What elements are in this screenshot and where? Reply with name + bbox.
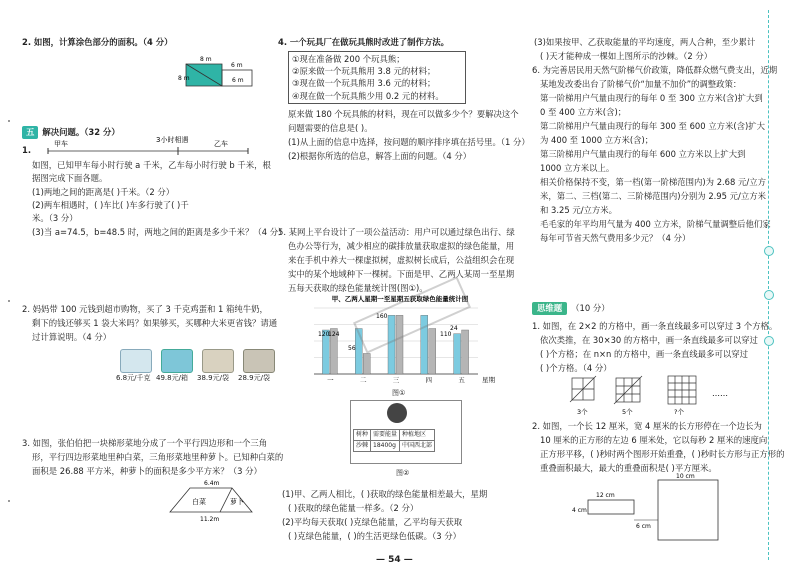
p3-line2: 形，平行四边形菜地里种白菜，三角形菜地里种萝卜。已知种白菜的: [32, 452, 284, 462]
data-label: 124: [328, 331, 340, 338]
q2-text: 2. 如图，计算涂色部分的面积。（4 分）: [22, 37, 173, 47]
p2-line3: 过计算说明。（4 分）: [32, 332, 112, 342]
gap-label: 6 cm: [636, 523, 651, 530]
data-label: 56: [348, 345, 356, 352]
p5-line4: 实中的某个地域种下一棵树。下面是甲、乙两人某周一至星期: [288, 269, 515, 279]
data-label: 120: [318, 331, 330, 338]
data-label: 160: [376, 313, 388, 320]
translation-figure: [568, 472, 758, 552]
price-rice-a: 38.9元/袋: [197, 374, 229, 382]
square-shape: [658, 480, 718, 540]
margin-dot: [8, 300, 10, 302]
cell: 树种: [354, 430, 371, 441]
p6-line9: 相关价格保持不变，第一档(第一阶梯范围内)为 2.68 元/立方: [540, 177, 766, 187]
cabbage-label: 白菜: [192, 498, 206, 506]
p5-q3: (2)平均每天获取( )克绿色能量，乙平均每天获取: [282, 517, 463, 527]
tree-info-panel: [350, 400, 462, 464]
column-middle: [278, 0, 530, 572]
p6-line8: 1000 立方米以上。: [540, 163, 615, 173]
bonus-q2-line3: 正方形平移，( )秒时两个图形开始重叠，( )秒时长方形与正方形的: [540, 449, 785, 459]
data-label: 24: [450, 325, 458, 332]
p6-line3: 第一阶梯用户气量由现行的每年 0 至 300 立方米(含)扩大到: [540, 93, 763, 103]
fig1-caption: 图①: [392, 389, 406, 397]
binding-dot: [764, 246, 774, 256]
milk-box-image: [161, 349, 193, 373]
bar-乙-四: [429, 329, 436, 374]
bar-乙-二: [363, 353, 370, 374]
bonus-tag: 思维题: [532, 302, 567, 315]
column-left: [22, 0, 287, 572]
tick-label: 四: [425, 376, 433, 384]
grid-3x3: [614, 376, 642, 404]
p1-line3: (1)两地之间的距离是( )千米。（2 分）: [32, 187, 175, 197]
p6-line11: 和 3.25 元/立方米。: [540, 205, 618, 215]
binding-dot: [764, 290, 774, 300]
fig-label-right: 6 m: [231, 62, 243, 69]
p6-line10: 米，第二、三档(第二、三阶梯范围内)分别为 2.95 元/立方米: [540, 191, 766, 201]
bonus-q1-line2: 依次类推，在 30×30 的方格中，画一条直线最多可以穿过: [540, 335, 758, 345]
square-side-label: 10 cm: [676, 473, 695, 480]
cell: 种植地区: [400, 430, 435, 441]
fig-label-inner: 6 m: [232, 77, 244, 84]
rectangle-shape: [588, 500, 634, 514]
tick-label: 五: [458, 376, 465, 384]
page-divider: [768, 10, 769, 560]
p6-line12: 毛毛家的年平均用气量为 400 立方米，阶梯气量调整后他们家: [540, 219, 771, 229]
page-number-value: 54: [388, 555, 401, 565]
p4-line1: 4. 一个玩具厂在做玩具熊时改进了制作方法。: [278, 37, 450, 47]
section-tag: 五: [22, 126, 38, 139]
bonus-q2-line2: 10 厘米的正方形的左边 6 厘米处，它以每秒 2 厘米的速度向: [540, 435, 768, 445]
p5-line5: 五每天获取的绿色能量统计图(图①)。: [288, 283, 428, 293]
bonus-q2-line1: 2. 如图，一个长 12 厘米，宽 4 厘米的长方形停在一个边长为: [532, 421, 762, 431]
cell: 需要能量: [371, 430, 400, 441]
p6-line2: 某地发改委出台了阶梯气价“加量不加价”的调整政策：: [540, 79, 742, 89]
p1-line1: 如图，已知甲车每小时行驶 a 千米，乙车每小时行驶 b 千米，根: [32, 160, 271, 170]
p5c-line2: ( )天才能种成一棵如上图所示的沙棘。（2 分）: [540, 51, 713, 61]
p5-line1: 5. 某网上平台设计了一项公益活动：用户可以通过绿色出行、绿: [278, 227, 515, 237]
chart-title: 甲、乙两人星期一至星期五获取绿色能量统计图: [331, 295, 469, 303]
bonus-heading: [532, 302, 610, 315]
p5c-line1: (3)如果按甲、乙获取能量的平均速度，两人合种，至少累计: [534, 37, 756, 47]
fig-label-top: 8 m: [200, 56, 212, 63]
p6-line13: 每年可节省天然气费用多少元？（4 分）: [540, 233, 691, 243]
fig-label-left: 8 m: [178, 75, 190, 82]
top-length: 6.4m: [204, 480, 220, 487]
p3-line1: 3. 如图，张伯伯把一块梯形菜地分成了一个平行四边形和一个三角: [22, 438, 268, 448]
grid-4x4: [668, 376, 696, 404]
bonus-q1-line3: ( )个方格；在 n×n 的方格中，画一条直线最多可以穿过: [540, 349, 749, 359]
info-item: ②原来做一个玩具熊用 3.8 元的材料；: [292, 66, 436, 77]
grid-caption: ?个: [674, 408, 684, 416]
bonus-q2-line4: 重叠面积最大，最大的重叠面积是( )平方厘米。: [540, 463, 717, 473]
p6-line1: 6. 为完善居民用天然气阶梯气价政策，降低群众燃气费支出，近期: [532, 65, 778, 75]
tree-table: [353, 429, 435, 452]
price-eggs: 6.8元/千克: [116, 374, 151, 382]
p4-line3: 问题需要的信息是( )。: [288, 123, 373, 133]
p2-line1: 2. 妈妈带 100 元钱到超市购物，买了 3 千克鸡蛋和 1 箱纯牛奶，: [22, 304, 268, 314]
p6-line5: 第二阶梯用户气量由现行的每年 300 至 600 立方米(含)扩大: [540, 121, 766, 131]
binding-dot: [764, 336, 774, 346]
p1-line5: 米。（3 分）: [32, 213, 78, 223]
price-rice-b: 28.9元/袋: [238, 374, 270, 382]
price-milk: 49.8元/箱: [156, 374, 188, 382]
page-number: — 54 —: [376, 555, 413, 565]
rect-length-label: 12 cm: [596, 492, 615, 499]
bar-甲-五: [454, 334, 461, 374]
p5-q4: ( )克绿色能量，( )的生活更绿色低碳。（3 分）: [288, 531, 461, 541]
section-title: 解决问题。（32 分）: [42, 127, 120, 137]
cell: 中国西北部: [400, 440, 435, 451]
cell: 沙棘: [354, 440, 371, 451]
cell: 18400g: [371, 440, 400, 451]
meet-label: 3小时相遇: [156, 136, 189, 144]
x-axis-label: 星期: [482, 376, 495, 384]
p4-line4: (1)从上面的信息中选择，按问题的顺序排序填在括号里。（1 分）: [288, 137, 530, 147]
car-a-label: 甲车: [54, 140, 68, 148]
q2-figure: [178, 52, 268, 92]
fig2-caption: 图②: [396, 469, 410, 477]
p5-line2: 色办公等行为，减少相应的碳排放量获取虚拟的绿色能量，用: [288, 241, 515, 251]
p1-number: 1.: [22, 145, 32, 155]
bonus-q1-line4: ( )个方格。（4 分）: [540, 363, 612, 373]
bottom-length: 11.2m: [200, 516, 220, 522]
p1-line2: 据图完成下面各题。: [32, 173, 108, 183]
info-box: [288, 51, 466, 104]
meeting-diagram: [38, 136, 258, 158]
bar-乙-五: [462, 330, 469, 374]
rice-bag-image: [202, 349, 234, 373]
p1-line6: (3)当 a=74.5，b=48.5 时，两地之间的距离是多少千米？（4 分）: [32, 227, 287, 237]
p6-line4: 0 至 400 立方米(含)；: [540, 107, 627, 117]
margin-dot: [8, 120, 10, 122]
ellipsis: ……: [712, 389, 728, 398]
grid-figures: [568, 374, 758, 420]
eggs-image: [120, 349, 152, 373]
p4-line5: (2)根据你所选的信息，解答上面的问题。（4 分）: [288, 151, 472, 161]
tree-icon: [387, 403, 407, 423]
trapezoid-figure: [162, 476, 262, 522]
grid-caption: 3个: [577, 408, 588, 416]
p5-q1: (1)甲、乙两人相比，( )获取的绿色能量相差最大，星期: [282, 489, 488, 499]
p5-line3: 来在手机中养大一棵虚拟树，虚拟树长成后，公益组织会在现: [288, 255, 515, 265]
p3-line3: 面积是 26.88 平方米，种萝卜的面积是多少平方米？（3 分）: [32, 466, 262, 476]
p5-q2: ( )获取的绿色能量一样多。（2 分）: [288, 503, 419, 513]
p6-line6: 为 400 至 1000 立方米(含)；: [540, 135, 654, 145]
data-label: 110: [440, 331, 452, 338]
tick-label: 二: [359, 376, 367, 384]
info-item: ①现在准备做 200 个玩具熊；: [292, 54, 405, 64]
info-item: ③现在做一个玩具熊用 3.6 元的材料；: [292, 78, 436, 89]
tick-label: 一: [327, 376, 334, 384]
p2-line2: 剩下的钱还够买 1 袋大米吗？如果够买，买哪种大米更省钱？请通: [32, 318, 278, 328]
grid-caption: 5个: [622, 408, 633, 416]
margin-dot: [8, 500, 10, 502]
column-right: [532, 0, 785, 572]
bonus-q1-line1: 1. 如图，在 2×2 的方格中，画一条直线最多可以穿过 3 个方格。: [532, 321, 778, 331]
rice-bag-image: [243, 349, 275, 373]
grid-2x2: [570, 376, 596, 402]
p6-line7: 第三阶梯用户气量由现行的每年 600 立方米以上扩大到: [540, 149, 746, 159]
p4-line2: 原来做 180 个玩具熊的材料，现在可以做多少个？要解决这个: [288, 109, 519, 119]
tick-label: 三: [392, 376, 400, 384]
rect-width-label: 4 cm: [572, 507, 587, 514]
radish-label: 萝卜: [230, 498, 244, 506]
car-b-label: 乙车: [214, 140, 228, 148]
bonus-score: （10 分）: [571, 303, 610, 313]
info-item: ④现在做一个玩具熊少用 0.2 元的材料。: [292, 90, 444, 101]
p1-line4: (2)两车相遇时，( )车比( )车多行驶了( )千: [32, 200, 189, 210]
